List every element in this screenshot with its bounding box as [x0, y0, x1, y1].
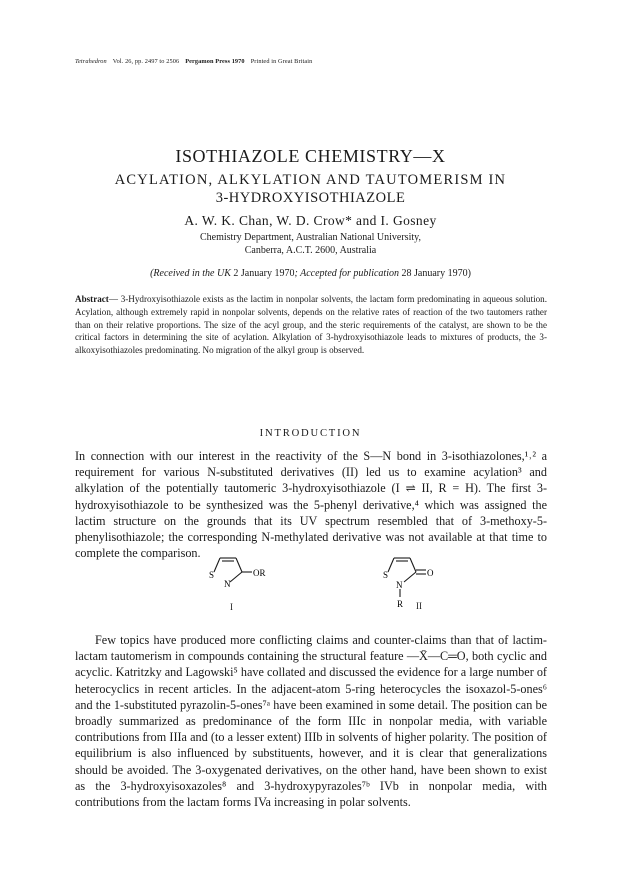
structure-i-ring: [214, 558, 252, 582]
journal-name: Tetrahedron: [75, 58, 107, 65]
abstract: [75, 293, 547, 357]
structure-ii-nitrogen: N: [396, 580, 403, 590]
affiliation-line-2: Canberra, A.C.T. 2600, Australia: [244, 245, 377, 256]
structure-ii-substituent: O: [427, 568, 434, 578]
structure-i-substituent: OR: [253, 568, 266, 578]
structure-ii-ring: [388, 558, 426, 597]
structure-ii-n-substituent: R: [397, 599, 404, 609]
journal-publisher: Pergamon Press 1970: [185, 58, 245, 65]
journal-citation-line: [75, 58, 312, 65]
paper-title-line-1: ACYLATION, ALKYLATION AND TAUTOMERISM IN: [114, 172, 507, 188]
structure-i-sulfur: S: [209, 570, 215, 580]
section-heading-introduction: INTRODUCTION: [259, 428, 362, 439]
received-label: (Received in the UK: [150, 268, 231, 279]
accepted-label: ; Accepted for publication: [294, 268, 399, 279]
series-title: ISOTHIAZOLE CHEMISTRY—X: [175, 146, 446, 166]
structure-i-diagram: [198, 548, 278, 612]
introduction-paragraph: In connection with our interest in the reactivity of the S—N bond in 3-isothiazolones,¹˒² a requirement for various N-substituted derivatives (II) led us to examine acylation³ and alkylation of the potentially tautomeric 3-hydroxyisothiazole (I ⇌ II, R = H). The first 3-hydroxyisothiazole to be synthesized was the 5-phenyl derivative,⁴ which was assigned the lactim structure on the grounds that its UV spectrum resembled that of 3-methoxy-5-phenylisothiazole; the corresponding N-methylated derivative was not available at that time to complete the comparison.: [75, 449, 547, 561]
paper-title-line-2: 3-HYDROXYISOTHIAZOLE: [215, 190, 406, 206]
structure-ii-diagram: [372, 548, 452, 612]
author-list: A. W. K. Chan, W. D. Crow* and I. Gosney: [184, 213, 437, 228]
abstract-label: Abstract: [75, 294, 109, 304]
journal-volume: Vol. 26, pp. 2497 to 2506: [112, 58, 180, 65]
accepted-date: 28 January 1970): [401, 268, 471, 279]
body-paragraph-2: Few topics have produced more conflicting claims and counter-claims than that of lactim-lactam tautomerism in compounds containing the structural feature —X̄—C═O, both cyclic and acyclic. Katritzky and Lagowski⁵ have collated and discussed the evidence for a large number of heterocyclics in recent articles. In the adjacent-atom 5-ring heterocycles the isoxazol-5-ones⁶ and the 1-substituted pyrazolin-5-ones⁷ᵃ have been examined in some detail. The position can be broadly summarized as predominance of the form IIIc in nonpolar media, with variable contributions from IIIa and (to a lesser extent) IIIb in solvents of higher polarity. The position of equilibrium is also influenced by substituents, however, and it is clear that generalizations should be avoided. The 3-oxygenated derivatives, on the other hand, have been shown to exist as the 3-hydroxyisoxazoles⁸ and 3-hydroxypyrazoles⁷ᵇ IVb in nonpolar media, with contributions from the lactam forms IVa increasing in polar solvents.: [75, 633, 547, 810]
structure-i-nitrogen: N: [224, 579, 231, 589]
structure-ii-sulfur: S: [383, 570, 389, 580]
received-accepted-dates: [0, 268, 621, 279]
structure-ii-label: II: [416, 601, 422, 611]
received-date: 2 January 1970: [233, 268, 295, 279]
journal-printed: Printed in Great Britain: [250, 58, 313, 65]
affiliation-line-1: Chemistry Department, Australian National University,: [200, 232, 421, 243]
abstract-text: — 3-Hydroxyisothiazole exists as the lactim in nonpolar solvents, the lactam form predominating in aqueous solution. Acylation, although extremely rapid in nonpolar solvents, depends on the relative rates of reaction of the two tautomers rather than on their relative proportions. The size of the acyl group, and the steric requirements of the catalyst, are shown to be the critical factors in determining the site of acylation. Alkylation of 3-hydroxyisothiazole leads to mixtures of products, the 3-alkoxyisothiazoles predominating. No migration of the alkyl group is observed.: [75, 294, 547, 356]
structure-i-label: I: [230, 602, 233, 612]
